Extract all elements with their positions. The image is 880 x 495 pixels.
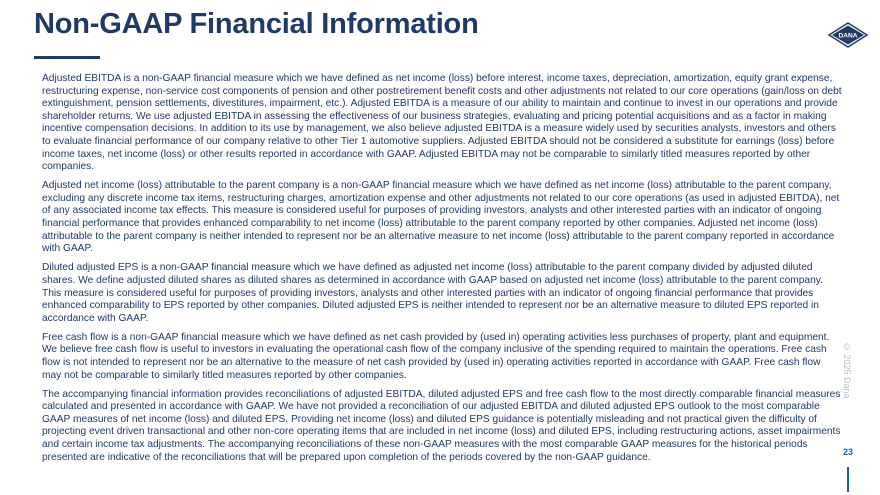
title-underline bbox=[34, 56, 100, 59]
paragraph-adjusted-net-income: Adjusted net income (loss) attributable to the parent company is a non-GAAP financial measure which we have defined as net income (loss) attributable to the parent company, excluding any discrete income tax items, restructuring charges, amortization expense and other adjustments not related to our core operations (as used in adjusted EBITDA), net of any associated income tax effects. This measure is considered useful for purposes of providing investors, analysts and other interested parties with an indicator of ongoing financial performance that provides enhanced comparability to net income (loss) attributable to the parent company reported by other companies. Adjusted net income (loss) attributable to the parent company is neither intended to represent nor be an alternative measure to net income (loss) attributable to the parent company reported in accordance with GAAP. bbox=[42, 180, 840, 255]
page-number: 23 bbox=[843, 447, 854, 457]
paragraph-free-cash-flow: Free cash flow is a non-GAAP financial measure which we have defined as net cash provided by (used in) operating activities less purchases of property, plant and equipment. We believe free cash flow is useful to investors in evaluating the operational cash flow of the company inclusive of the spending required to maintain the operations. Free cash flow is not intended to represent nor be an alternative to the measure of net cash provided by (used in) operating activities reported in accordance with GAAP. Free cash flow may not be comparable to similarly titled measures reported by other companies. bbox=[42, 331, 830, 381]
page-title: Non-GAAP Financial Information bbox=[34, 8, 479, 40]
paragraph-diluted-adjusted-eps: Diluted adjusted EPS is a non-GAAP financial measure which we have defined as adjusted net income (loss) attributable to the parent company divided by adjusted diluted shares. We define adjusted diluted shares as diluted shares as determined in accordance with GAAP based on adjusted net income (loss) attributable to the parent company. This measure is considered useful for purposes of providing investors, analysts and other interested parties with an indicator of ongoing financial performance that provides enhanced comparability to EPS reported by other companies. Diluted adjusted EPS is neither intended to represent nor be an alternative measure to diluted EPS reported in accordance with GAAP. bbox=[42, 262, 823, 324]
logo-text: DANA bbox=[838, 32, 858, 40]
paragraph-adjusted-ebitda: Adjusted EBITDA is a non-GAAP financial measure which we have defined as net income (loss) before interest, income taxes, depreciation, amortization, equity grant expense, restructuring expense, non-service cost components of pension and other postretirement benefit costs and other adjustments not related to our core operations (gain/loss on debt extinguishment, pension settlements, divestitures, impairment, etc.). Adjusted EBITDA is a measure of our ability to maintain and continue to invest in our operations and provide shareholder returns. We use adjusted EBITDA in assessing the effectiveness of our business strategies, evaluating and pricing potential acquisitions and as a factor in making incentive compensation decisions. In addition to its use by management, we also believe adjusted EBITDA is a measure widely used by securities analysts, investors and others to evaluate financial performance of our company relative to other Tier 1 automotive suppliers. Adjusted EBITDA should not be considered a substitute for earnings (loss) before income taxes, net income (loss) or other results reported in accordance with GAAP. Adjusted EBITDA may not be comparable to similarly titled measures reported by other companies. bbox=[42, 73, 842, 173]
page-marker-bar bbox=[847, 467, 849, 492]
paragraph-reconciliations: The accompanying financial information provides reconciliations of adjusted EBITDA, diluted adjusted EPS and free cash flow to the most directly comparable financial measures calculated and presented in accordance with GAAP. We have not provided a reconciliation of our adjusted EBITDA and diluted adjusted EPS outlook to the most comparable GAAP measures of net income (loss) and diluted EPS. Providing net income (loss) and diluted EPS guidance is potentially misleading and not practical given the difficulty of projecting event driven transactional and other non-core operating items that are included in net income (loss) and diluted EPS, including restructuring actions, asset impairments and certain income tax adjustments. The accompanying reconciliations of these non-GAAP measures with the most comparable GAAP measures for the historical periods presented are indicative of the reconciliations that will be prepared upon completion of the periods covered by the non-GAAP guidance. bbox=[42, 388, 841, 463]
copyright-notice: © 2025 Dana bbox=[842, 342, 852, 399]
body-text bbox=[42, 73, 842, 471]
dana-logo bbox=[828, 22, 868, 48]
